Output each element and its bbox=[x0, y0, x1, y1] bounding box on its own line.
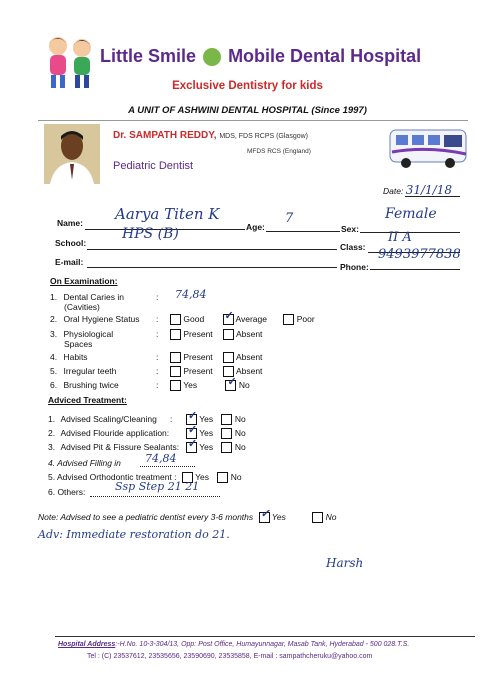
hygiene-poor-label: Poor bbox=[296, 314, 315, 324]
bus-icon bbox=[388, 124, 470, 172]
sealants-yes-checkbox[interactable] bbox=[186, 442, 197, 453]
scaling-no-checkbox[interactable] bbox=[221, 414, 232, 425]
spaces-present-label: Present bbox=[183, 329, 213, 339]
header-divider bbox=[38, 120, 468, 121]
footer-divider bbox=[55, 636, 475, 637]
phone-value[interactable]: 9493977838 bbox=[378, 247, 461, 262]
sealants-no-label: No bbox=[234, 442, 246, 452]
flouride-no-label: No bbox=[234, 428, 246, 438]
sex-label: Sex: bbox=[341, 224, 359, 234]
doctor-quals-2: MFDS RCS (England) bbox=[247, 148, 311, 155]
ortho-no-label: No bbox=[230, 472, 242, 482]
sealants-no-checkbox[interactable] bbox=[221, 442, 232, 453]
school-value[interactable]: HPS (B) bbox=[122, 226, 179, 242]
treatment-item-2: 2. Advised Flouride application: bbox=[48, 428, 170, 438]
footer-address: Hospital Address:-H.No. 10-3-304/13, Opp: Post Office, Humayunnagar, Masab Tank, Hyderabad - 500 028.T.S. bbox=[58, 641, 410, 648]
date-value[interactable]: 31/1/18 bbox=[405, 183, 452, 197]
doctor-quals-1: MDS, FDS RCPS (Glasgow) bbox=[219, 133, 308, 140]
irregular-present-label: Present bbox=[183, 366, 213, 376]
treatment-title: Adviced Treatment: bbox=[48, 395, 127, 405]
irregular-absent-label: Absent bbox=[235, 366, 263, 376]
doctor-photo bbox=[44, 124, 100, 184]
age-underline bbox=[266, 231, 340, 232]
brand-name-part1: Little Smile bbox=[100, 46, 197, 66]
scaling-no-label: No bbox=[234, 414, 246, 424]
others-underline bbox=[90, 496, 220, 497]
filling-label: 4. Advised Filling in bbox=[48, 458, 121, 468]
doctor-name: Dr. SAMPATH REDDY, MDS, FDS RCPS (Glasgow) bbox=[113, 130, 308, 141]
ortho-label: 5. Advised Orthodontic treatment : bbox=[48, 472, 177, 482]
brushing-no-checkbox[interactable] bbox=[225, 380, 236, 391]
advice-handwritten[interactable]: Adv: Immediate restoration do 21. bbox=[38, 528, 230, 541]
treatment-item-1: 1. Advised Scaling/Cleaning bbox=[48, 414, 157, 424]
email-underline bbox=[87, 267, 337, 268]
exam-item-3: 3. Physiological Spaces bbox=[50, 329, 114, 349]
habits-present-checkbox[interactable] bbox=[170, 352, 181, 363]
brushing-no-label: No bbox=[238, 380, 250, 390]
sealants-yes-label: Yes bbox=[199, 442, 214, 452]
spaces-present-checkbox[interactable] bbox=[170, 329, 181, 340]
hygiene-average-checkbox[interactable] bbox=[223, 314, 234, 325]
exam-item-5: 5. Irregular teeth bbox=[50, 366, 117, 376]
unit-line: A UNIT OF ASHWINI DENTAL HOSPITAL (Since 1997) bbox=[128, 105, 367, 116]
class-label: Class: bbox=[340, 242, 366, 252]
flouride-no-checkbox[interactable] bbox=[221, 428, 232, 439]
email-label: E-mail: bbox=[55, 257, 84, 267]
hygiene-average-label: Average bbox=[235, 314, 267, 324]
age-value[interactable]: 7 bbox=[285, 211, 294, 226]
ortho-yes-label: Yes bbox=[195, 472, 209, 482]
name-value[interactable]: Aarya Titen K bbox=[115, 205, 220, 223]
exam-item-4: 4. Habits bbox=[50, 352, 88, 362]
habits-absent-checkbox[interactable] bbox=[223, 352, 234, 363]
scaling-yes-label: Yes bbox=[199, 414, 214, 424]
filling-underline bbox=[140, 466, 195, 467]
tagline: Exclusive Dentistry for kids bbox=[172, 80, 323, 92]
ortho-no-checkbox[interactable] bbox=[217, 472, 228, 483]
footer-contact: Tel : (C) 23537612, 23535656, 23590690, 23535858, E-mail : sampathcheruku@yahoo.com bbox=[87, 653, 373, 660]
tooth-logo-icon bbox=[203, 48, 221, 66]
note-no-label: No bbox=[325, 512, 337, 522]
phone-underline bbox=[370, 269, 460, 270]
others-label: 6. Others: bbox=[48, 487, 86, 497]
examination-title: On Examination: bbox=[50, 276, 118, 286]
hygiene-good-checkbox[interactable] bbox=[170, 314, 181, 325]
note-yes-label: Yes bbox=[271, 512, 286, 522]
age-label: Age: bbox=[246, 222, 265, 232]
spaces-absent-checkbox[interactable] bbox=[223, 329, 234, 340]
habits-present-label: Present bbox=[183, 352, 213, 362]
class-value[interactable]: II A bbox=[388, 230, 412, 245]
sex-value[interactable]: Female bbox=[385, 206, 437, 222]
hygiene-good-label: Good bbox=[183, 314, 205, 324]
school-underline bbox=[87, 249, 337, 250]
school-label: School: bbox=[55, 238, 87, 248]
caries-value[interactable]: 74,84 bbox=[175, 288, 207, 301]
brand-name-part2: Mobile Dental Hospital bbox=[228, 46, 422, 66]
habits-absent-label: Absent bbox=[235, 352, 263, 362]
flouride-yes-label: Yes bbox=[199, 428, 214, 438]
brushing-yes-label: Yes bbox=[183, 380, 198, 390]
phone-label: Phone: bbox=[340, 262, 369, 272]
exam-item-6: 6. Brushing twice bbox=[50, 380, 119, 390]
note-text: Note: Advised to see a pediatric dentist every 3-6 months bbox=[38, 512, 254, 522]
brushing-yes-checkbox[interactable] bbox=[170, 380, 181, 391]
irregular-present-checkbox[interactable] bbox=[170, 366, 181, 377]
note-yes-checkbox[interactable] bbox=[259, 512, 270, 523]
date-label: Date: bbox=[383, 186, 404, 196]
hygiene-poor-checkbox[interactable] bbox=[283, 314, 294, 325]
spaces-absent-label: Absent bbox=[235, 329, 263, 339]
note-no-checkbox[interactable] bbox=[312, 512, 323, 523]
name-label: Name: bbox=[57, 218, 83, 228]
doctor-signature: Harsh bbox=[326, 556, 364, 570]
treatment-item-3: 3. Advised Pit & Fissure Sealants: bbox=[48, 442, 180, 452]
date-underline bbox=[405, 196, 460, 197]
others-value[interactable]: Ssp Step 21 21 bbox=[115, 480, 200, 493]
filling-value[interactable]: 74,84 bbox=[145, 452, 177, 465]
exam-item-2: 2. Oral Hygiene Status bbox=[50, 314, 140, 324]
exam-item-1: 1. Dental Caries in (Cavities) bbox=[50, 292, 124, 312]
doctor-role: Pediatric Dentist bbox=[113, 160, 194, 172]
